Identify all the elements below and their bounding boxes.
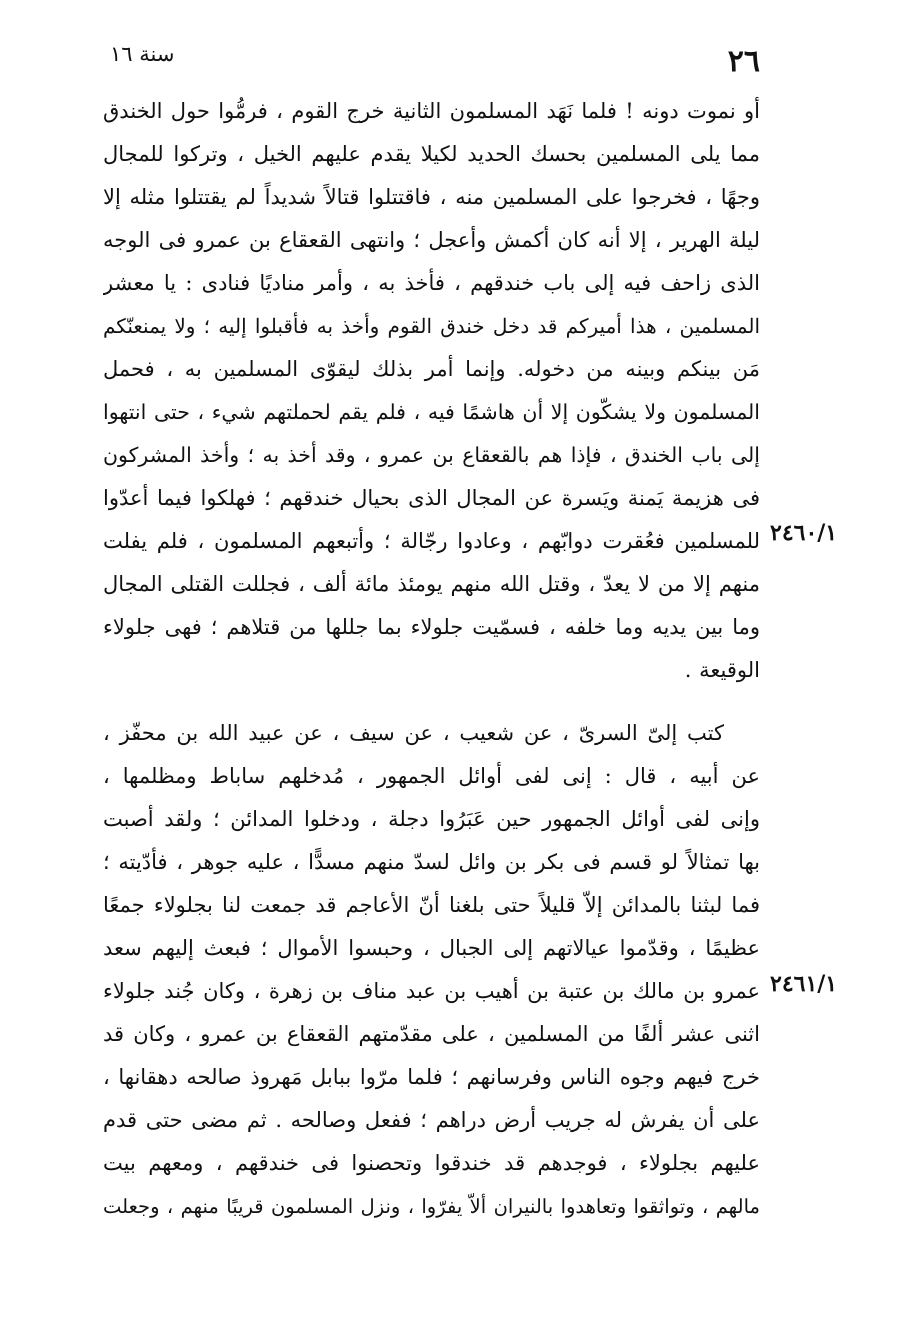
- text-line: بها تمثالاً لو قسم فى بكر بن وائل لسدّ منهم مسدًّا ، عليه جوهر ، فأدّيته ؛: [103, 850, 760, 874]
- paragraph-battle-narrative: [103, 90, 760, 692]
- text-line: ليلة الهرير ، إلا أنه كان أكمش وأعجل ؛ وانتهى القعقاع بن عمرو فى الوجه: [103, 228, 760, 252]
- page-number: ٢٦: [727, 44, 760, 79]
- text-line: خرج فيهم وجوه الناس وفرسانهم ؛ فلما مرّوا ببابل مَهروذ صالحه دهقانها ،: [103, 1065, 760, 1089]
- page-header: [110, 38, 760, 78]
- text-line: عليهم بجلولاء ، فوجدهم قد خندقوا وتحصنوا فى خندقهم ، ومعهم بيت: [103, 1151, 760, 1175]
- text-line: الذى زاحف فيه إلى باب خندقهم ، فأخذ به ، وأمر مناديًا فنادى : يا معشر: [103, 271, 760, 295]
- running-head-year: سنة ١٦: [110, 42, 175, 66]
- text-line: كتب إلىّ السرىّ ، عن شعيب ، عن سيف ، عن عبيد الله بن محفّز ،: [103, 721, 724, 745]
- text-line: عن أبيه ، قال : إنى لفى أوائل الجمهور ، مُدخلهم ساباط ومظلمها ،: [103, 764, 760, 788]
- text-line: عمرو بن مالك بن عتبة بن أهيب بن عبد مناف بن زهرة ، وكان جُند جلولاء: [103, 979, 760, 1003]
- text-line: الوقيعة .: [684, 658, 760, 682]
- text-line: فى هزيمة يَمنة ويَسرة عن المجال الذى بحيال خندقهم ؛ فهلكوا فيما أعدّوا: [103, 486, 760, 510]
- text-line: المسلمون ولا يشكّون إلا أن هاشمًا فيه ، فلم يقم لحملتهم شيء ، حتى انتهوا: [103, 400, 760, 424]
- text-line: أو نموت دونه ! فلما نَهَد المسلمون الثانية خرج القوم ، فرمُّوا حول الخندق: [103, 99, 760, 123]
- paragraph-isnad-narrative: [103, 712, 760, 1228]
- text-line: وجهًا ، فخرجوا على المسلمين منه ، فاقتتلوا قتالاً شديداً لم يقتتلوا مثله إلا: [103, 185, 760, 209]
- text-line: مالهم ، وتواثقوا وتعاهدوا بالنيران ألاّ يفرّوا ، ونزل المسلمون قريبًا منهم ، وجعلت: [103, 1195, 760, 1218]
- text-line: على أن يفرش له جريب أرض دراهم ؛ ففعل وصالحه . ثم مضى حتى قدم: [103, 1108, 760, 1132]
- text-line: مَن بينكم وبينه من دخوله. وإنما أمر بذلك ليقوّى المسلمين به ، فحمل: [103, 357, 760, 381]
- text-line: للمسلمين فعُقرت دوابّهم ، وعادوا رجّالة ؛ وأتبعهم المسلمون ، فلم يفلت: [103, 529, 760, 553]
- text-line: إلى باب الخندق ، فإذا هم بالقعقاع بن عمرو ، وقد أخذ به ؛ وأخذ المشركون: [103, 443, 760, 467]
- text-line: فما لبثنا بالمدائن إلاّ قليلاً حتى بلغنا أنّ الأعاجم قد جمعت لنا بجلولاء جمعًا: [103, 893, 760, 917]
- text-line: وما بين يديه وما خلفه ، فسمّيت جلولاء بما جللها من قتلاهم ؛ فهى جلولاء: [103, 615, 760, 639]
- text-line: عظيمًا ، وقدّموا عيالاتهم إلى الجبال ، وحبسوا الأموال ؛ فبعث إليهم سعد: [103, 936, 760, 960]
- text-line: وإنى لفى أوائل الجمهور حين عَبَرُوا دجلة ، ودخلوا المدائن ؛ ولقد أصبت: [103, 807, 760, 831]
- margin-reference: ٢٤٦١/١: [770, 971, 838, 997]
- margin-reference: ٢٤٦٠/١: [770, 520, 838, 546]
- text-line: منهم إلا من لا يعدّ ، وقتل الله منهم يومئذ مائة ألف ، فجللت القتلى المجال: [103, 572, 760, 596]
- text-line: مما يلى المسلمين بحسك الحديد لكيلا يقدم عليهم الخيل ، وتركوا للمجال: [103, 142, 760, 166]
- text-line: اثنى عشر ألفًا من المسلمين ، على مقدّمتهم القعقاع بن عمرو ، وكان قد: [103, 1022, 760, 1046]
- text-line: المسلمين ، هذا أميركم قد دخل خندق القوم وأخذ به فأقبلوا إليه ؛ ولا يمنعنّكم: [103, 314, 760, 338]
